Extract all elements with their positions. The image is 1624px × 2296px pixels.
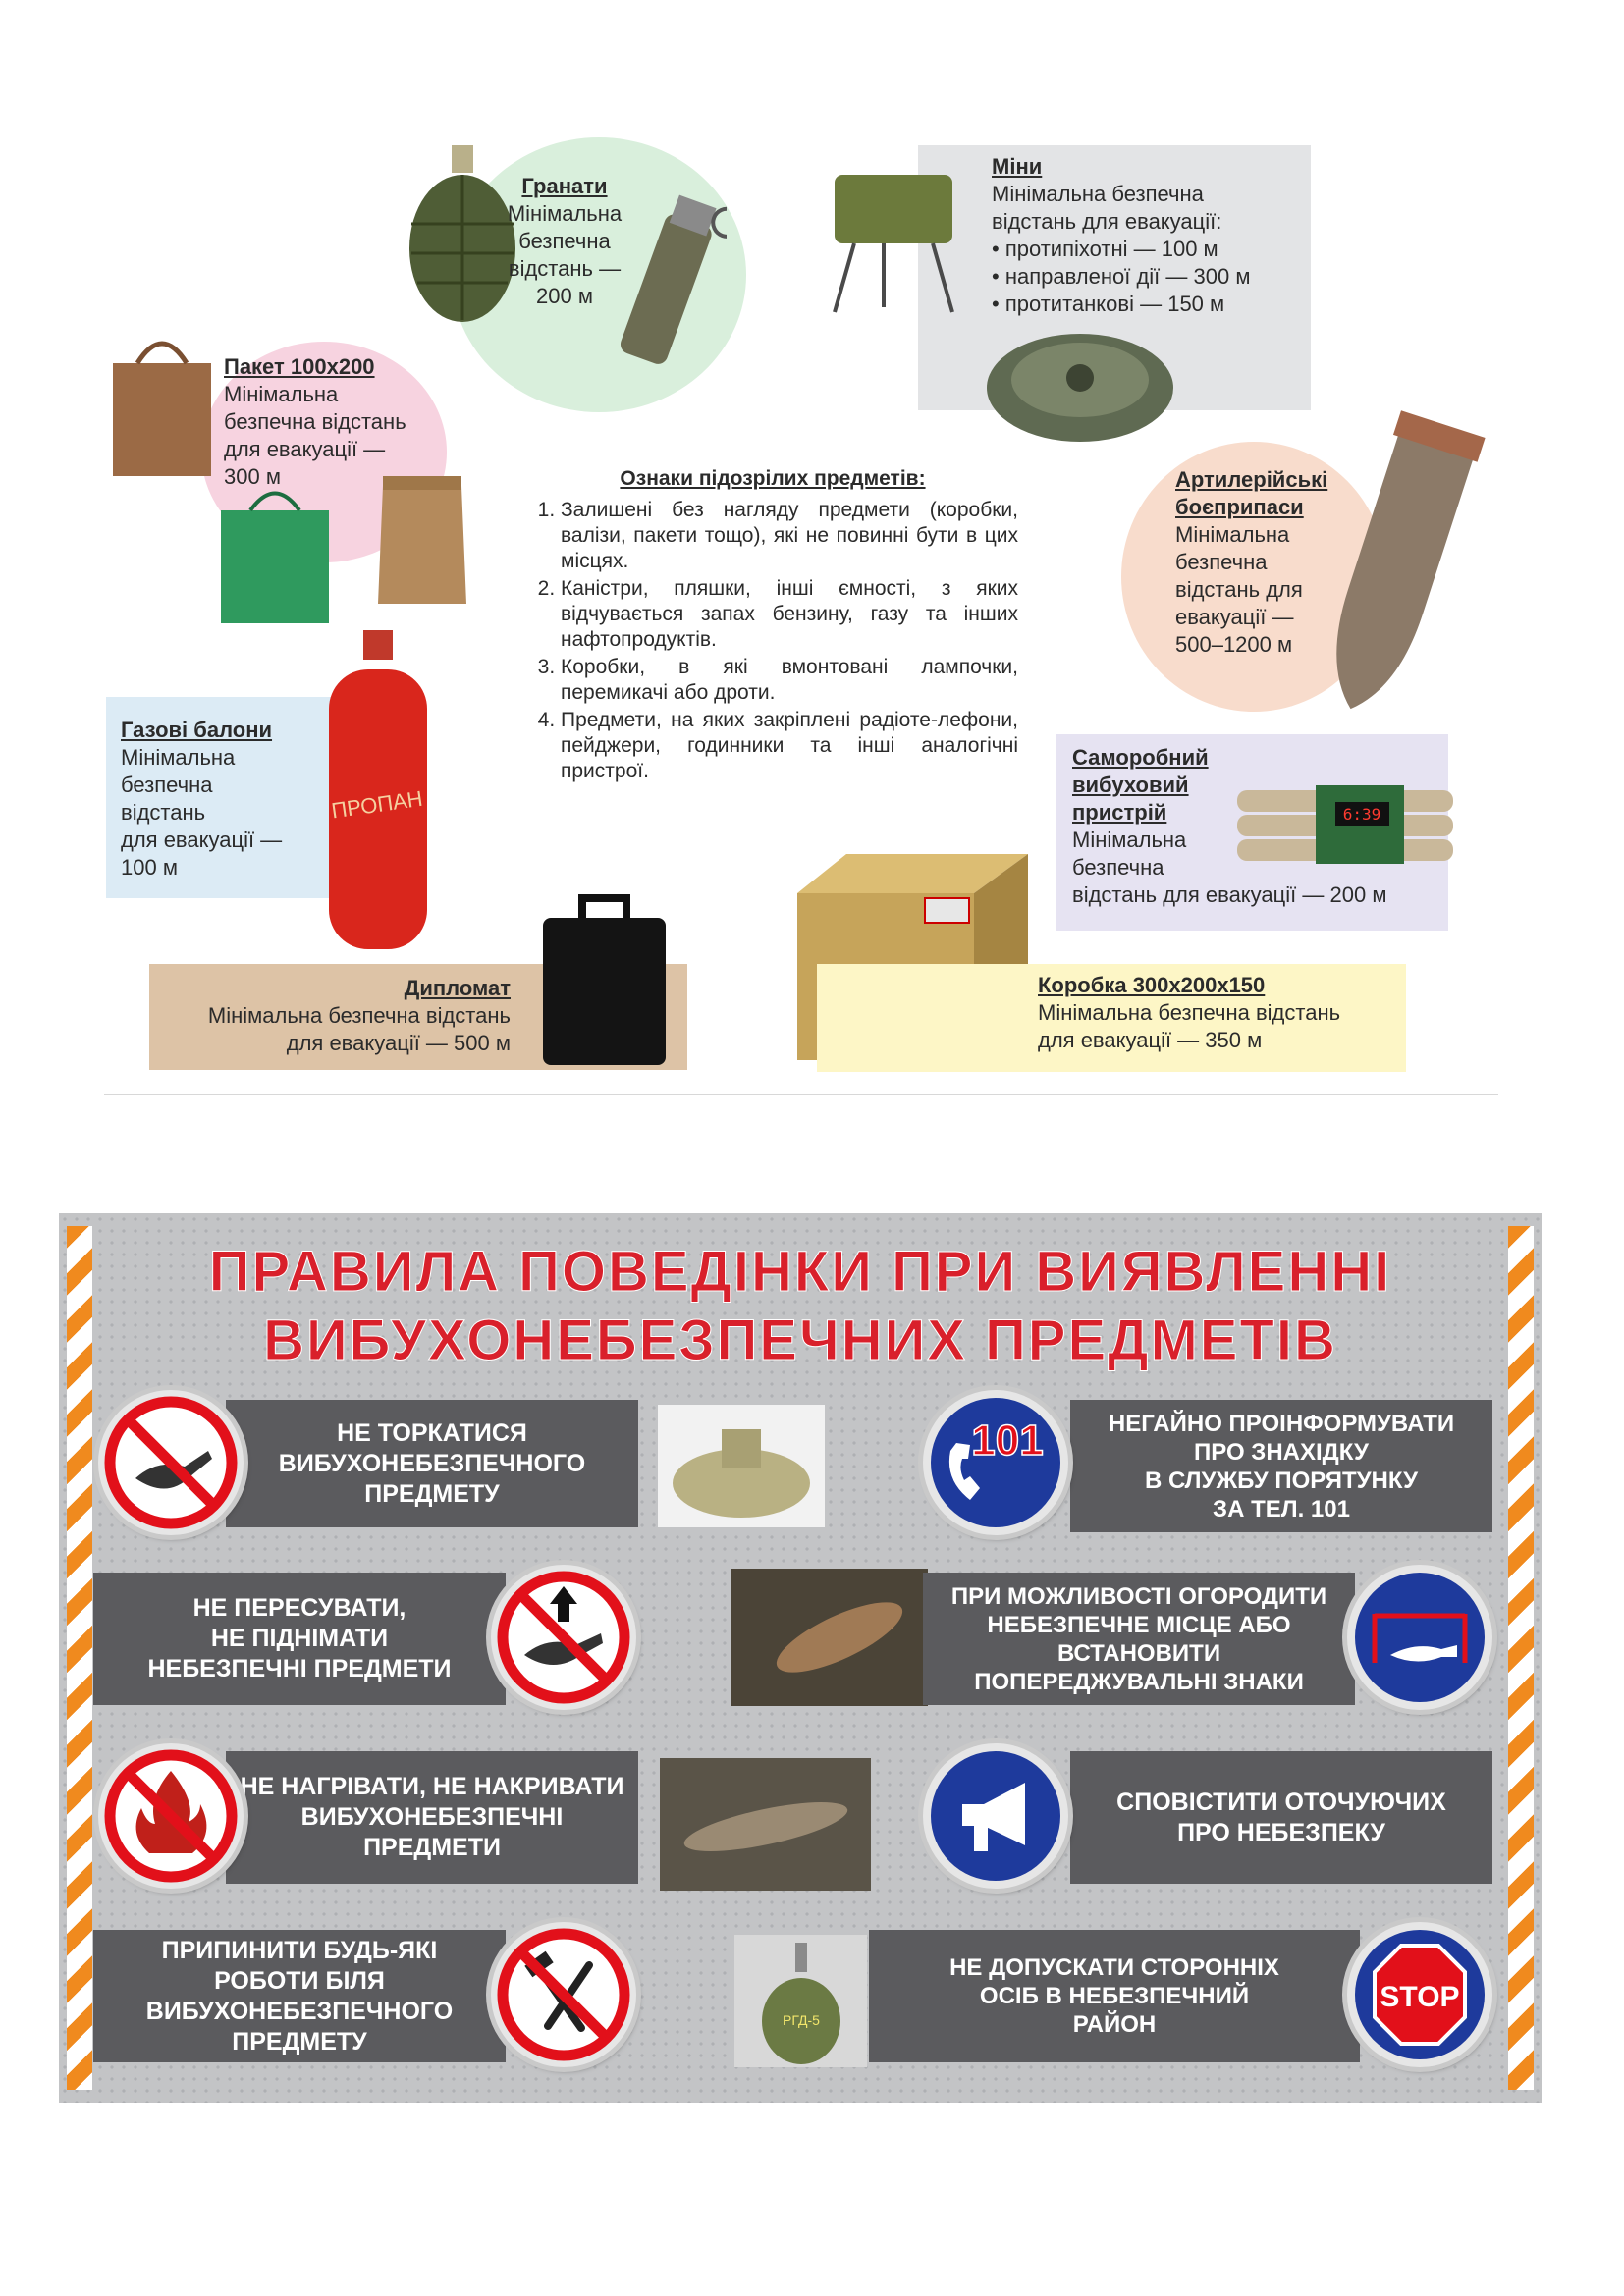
ied-text [1072, 744, 1445, 909]
mines-list-item: • направленої дії — 300 м [992, 263, 1306, 291]
package-line: безпечна відстань [224, 409, 406, 434]
rule-text-line: ВИБУХОНЕБЕЗПЕЧНІ [300, 1803, 564, 1831]
suspicious-signs-title: Ознаки підозрілих предметів: [620, 467, 926, 490]
grenades-text [501, 173, 628, 310]
suspicious-sign-item: 1. Залишені без нагляду предмети (коробки, валізи, пакети тощо), які не повинні бути в цих місцях. [561, 498, 1018, 574]
megaphone-icon [923, 1743, 1068, 1889]
mines-text [992, 153, 1306, 318]
briefcase-illustration [538, 883, 671, 1070]
no-lift-icon [491, 1565, 636, 1710]
poster-title-line1: ПРАВИЛА ПОВЕДІНКИ ПРИ ВИЯВЛЕННІ [208, 1240, 1392, 1304]
mines-list-item: • протитанкові — 150 м [992, 291, 1306, 318]
no-fire-sign [98, 1743, 244, 1889]
grenades-line: 200 м [536, 284, 593, 308]
gas-line: відстань [121, 800, 206, 825]
gas-line: безпечна [121, 773, 213, 797]
grenades-line: відстань — [508, 256, 622, 281]
rule-text-line: НЕ ПІДНІМАТИ [210, 1625, 389, 1652]
rule-do-not-touch [226, 1400, 638, 1527]
diplomat-title: Дипломат [404, 976, 511, 1000]
rule-stop-work [93, 1930, 506, 2062]
package-title: Пакет 100х200 [224, 354, 375, 379]
gas-cylinder-illustration [319, 630, 437, 954]
fence-sign [1347, 1565, 1492, 1710]
no-fire-icon [98, 1743, 244, 1889]
rule-text-line: СПОВІСТИТИ ОТОЧУЮЧИХ [1116, 1788, 1446, 1816]
artillery-line: безпечна [1175, 550, 1268, 574]
rule-text-line: НЕБЕЗПЕЧНІ ПРЕДМЕТИ [147, 1655, 452, 1682]
rule-alert-others [1070, 1751, 1492, 1884]
call-101-sign [923, 1390, 1068, 1535]
call-101-badge: 101 [971, 1416, 1044, 1465]
grenades-line: безпечна [518, 229, 611, 253]
rule-text-line: ВИБУХОНЕБЕЗПЕЧНОГО [278, 1449, 586, 1477]
rule-text-line: ОСІБ В НЕБЕЗПЕЧНИЙ [979, 1983, 1250, 2009]
artillery-line: 500–1200 м [1175, 632, 1293, 657]
ied-timer: 6:39 [1342, 805, 1381, 824]
green-bag-illustration [211, 471, 339, 628]
rule-text-line: В СЛУЖБУ ПОРЯТУНКУ [1144, 1467, 1419, 1494]
rule-text-line: НЕ ТОРКАТИСЯ [337, 1418, 527, 1447]
gas-line: 100 м [121, 855, 178, 880]
section-divider [104, 1094, 1498, 1095]
no-touch-icon [98, 1390, 244, 1535]
rule-text-line: ПРЕДМЕТИ [363, 1834, 501, 1861]
diplomat-line: для евакуації — 500 м [286, 1031, 511, 1055]
suspicious-signs-block [527, 466, 1018, 786]
behavior-rules-poster [59, 1213, 1542, 2103]
no-tools-icon [491, 1922, 636, 2067]
package-line: Мінімальна [224, 382, 339, 406]
megaphone-sign [923, 1743, 1068, 1889]
grenades-line: Мінімальна [507, 201, 623, 226]
mines-list [992, 236, 1306, 318]
gas-cylinder-label: ПРОПАН [329, 785, 424, 824]
ied-line: безпечна [1072, 855, 1164, 880]
rule-text-line: ЗА ТЕЛ. 101 [1213, 1495, 1350, 1522]
rule-text-line: ПРЕДМЕТУ [364, 1479, 500, 1508]
box-line: Мінімальна безпечна відстань [1038, 1000, 1341, 1025]
gas-title: Газові балони [121, 718, 273, 742]
ied-line: Мінімальна [1072, 828, 1187, 852]
mines-intro-line: Мінімальна безпечна [992, 182, 1204, 206]
ied-title: вибуховий [1072, 773, 1189, 797]
package-line: 300 м [224, 464, 281, 489]
rule-text-line: ПРИ МОЖЛИВОСТІ ОГОРОДИТИ [950, 1582, 1327, 1610]
mines-list-item: • протипіхотні — 100 м [992, 236, 1306, 263]
rule-text-line: ВИБУХОНЕБЕЗПЕЧНОГО [145, 1997, 454, 2025]
rule-text-line: ПРИПИНИТИ БУДЬ-ЯКІ [161, 1936, 438, 1964]
package-line: для евакуації — [224, 437, 386, 461]
artillery-title: Артилерійські [1175, 467, 1328, 492]
rule-text-line: НЕБЕЗПЕЧНЕ МІСЦЕ АБО [987, 1611, 1291, 1638]
ied-title: пристрій [1072, 800, 1167, 825]
stop-sign-text: STOP [1380, 1981, 1460, 2013]
rule-do-not-move [93, 1573, 506, 1705]
rule-keep-out [869, 1930, 1360, 2062]
artillery-title: боєприпаси [1175, 495, 1304, 519]
grenades-title: Гранати [521, 174, 608, 198]
mine-photo [658, 1405, 825, 1527]
rule-text-line: ПОПЕРЕДЖУВАЛЬНІ ЗНАКИ [974, 1668, 1304, 1695]
fence-icon [1347, 1565, 1492, 1710]
box-title: Коробка 300х200х150 [1038, 973, 1266, 997]
suspicious-sign-item: 4. Предмети, на яких закріплені радіоте-лефони, пейджери, годинники та інші аналогічні пристрої. [561, 708, 1018, 784]
grenade-photo [734, 1935, 867, 2067]
grenade-label: РГД-5 [783, 2012, 820, 2028]
diplomat-line: Мінімальна безпечна відстань [207, 1003, 511, 1028]
ied-line: відстань для евакуації — 200 м [1072, 882, 1387, 907]
rusty-shell-photo [660, 1758, 871, 1891]
stop-sign [1347, 1922, 1492, 2067]
rule-fence-off [923, 1573, 1355, 1705]
ied-title: Саморобний [1072, 745, 1209, 770]
paper-bag-illustration [103, 324, 221, 481]
suspicious-sign-item: 2. Каністри, пляшки, інші ємності, з яких відчувається запах бензину, газу та інших нафтопродуктів. [561, 576, 1018, 653]
artillery-line: Мінімальна [1175, 522, 1290, 547]
no-lift-sign [491, 1565, 636, 1710]
artillery-line: відстань для [1175, 577, 1303, 602]
rule-text-line: НЕ ДОПУСКАТИ СТОРОННІХ [949, 1954, 1279, 1981]
rule-text-line: НЕ ПЕРЕСУВАТИ, [192, 1594, 406, 1622]
poster-title-line2: ВИБУХОНЕБЕЗПЕЧНИХ ПРЕДМЕТІВ [263, 1308, 1337, 1372]
shell-in-ground-photo [731, 1569, 928, 1706]
antitank-mine-illustration [982, 319, 1178, 447]
rule-call-101 [1070, 1400, 1492, 1532]
claymore-mine-illustration [815, 165, 972, 322]
rule-text-line: ПРЕДМЕТУ [232, 2027, 367, 2056]
rule-text-line: РОБОТИ БІЛЯ [214, 1966, 385, 1995]
rule-text-line: НЕ НАГРІВАТИ, НЕ НАКРИВАТИ [240, 1773, 624, 1800]
phone-101-icon [923, 1390, 1068, 1535]
gas-line: Мінімальна [121, 745, 236, 770]
diplomat-text [157, 975, 511, 1057]
box-line: для евакуації — 350 м [1038, 1028, 1263, 1052]
no-touch-sign [98, 1390, 244, 1535]
box-text [1038, 972, 1401, 1054]
stop-icon [1347, 1922, 1492, 2067]
no-tools-sign [491, 1922, 636, 2067]
rule-text-line: ПРО ЗНАХІДКУ [1194, 1438, 1369, 1466]
rule-text-line: ПРО НЕБЕЗПЕКУ [1177, 1818, 1385, 1846]
package-text [224, 353, 440, 491]
mines-intro-line: відстань для евакуації: [992, 209, 1222, 234]
rule-text-line: РАЙОН [1072, 2011, 1157, 2038]
mines-title: Міни [992, 154, 1043, 179]
gas-text [121, 717, 337, 881]
artillery-line: евакуації — [1175, 605, 1294, 629]
rule-text-line: НЕГАЙНО ПРОІНФОРМУВАТИ [1108, 1410, 1455, 1437]
gas-line: для евакуації — [121, 828, 283, 852]
suspicious-sign-item: 3. Коробки, в які вмонтовані лампочки, перемикачі або дроти. [561, 655, 1018, 706]
suspicious-signs-list [527, 498, 1018, 784]
artillery-text [1175, 466, 1352, 659]
rule-do-not-heat [226, 1751, 638, 1884]
rule-text-line: ВСТАНОВИТИ [1056, 1639, 1221, 1667]
